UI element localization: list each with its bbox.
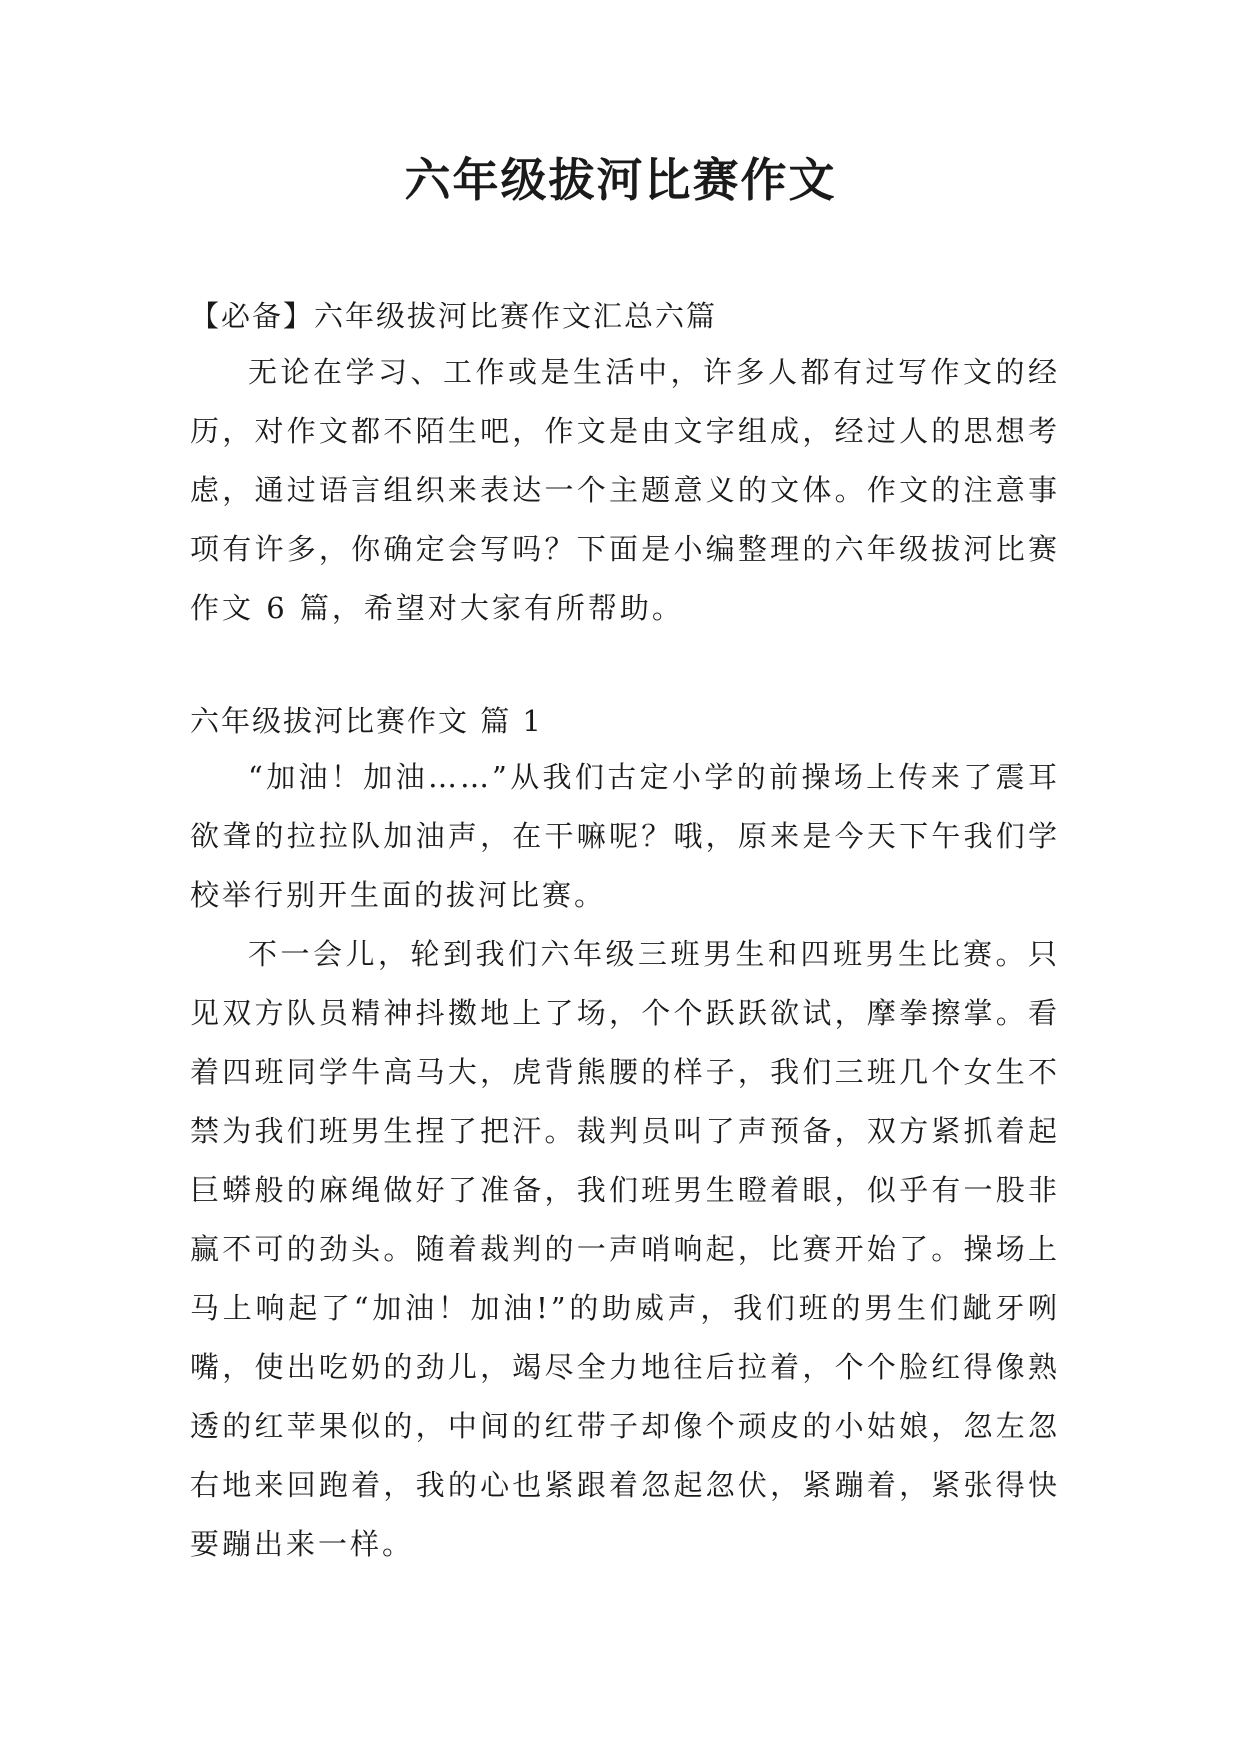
section-paragraph-1: “加油！加油……”从我们古定小学的前操场上传来了震耳欲聋的拉拉队加油声，在干嘛呢？哦，原来是今天下午我们学校举行别开生面的拔河比赛。 [190,760,1060,912]
intro-block [190,343,1060,638]
section-body [190,748,1060,1574]
section-heading: 六年级拔河比赛作文 篇 1 [190,704,543,738]
intro-paragraph: 无论在学习、工作或是生活中，许多人都有过写作文的经历，对作文都不陌生吧，作文是由文字组成，经过人的思想考虑，通过语言组织来表达一个主题意义的文体。作文的注意事项有许多，你确定会写吗？下面是小编整理的六年级拔河比赛作文 6 篇，希望对大家有所帮助。 [190,355,1060,625]
document-subtitle: 【必备】六年级拔河比赛作文汇总六篇 [190,299,718,333]
section-paragraph-2: 不一会儿，轮到我们六年级三班男生和四班男生比赛。只见双方队员精神抖擞地上了场，个个跃跃欲试，摩拳擦掌。看着四班同学牛高马大，虎背熊腰的样子，我们三班几个女生不禁为我们班男生捏了把汗。裁判员叫了声预备，双方紧抓着起巨蟒般的麻绳做好了准备，我们班男生瞪着眼，似乎有一股非赢不可的劲头。随着裁判的一声哨响起，比赛开始了。操场上马上响起了“加油！加油!”的助威声，我们班的男生们龇牙咧嘴，使出吃奶的劲儿，竭尽全力地往后拉着，个个脸红得像熟透的红苹果似的，中间的红带子却像个顽皮的小姑娘，忽左忽右地来回跑着，我的心也紧跟着忽起忽伏，紧蹦着，紧张得快要蹦出来一样。 [190,937,1060,1561]
document-title: 六年级拔河比赛作文 [404,153,837,207]
